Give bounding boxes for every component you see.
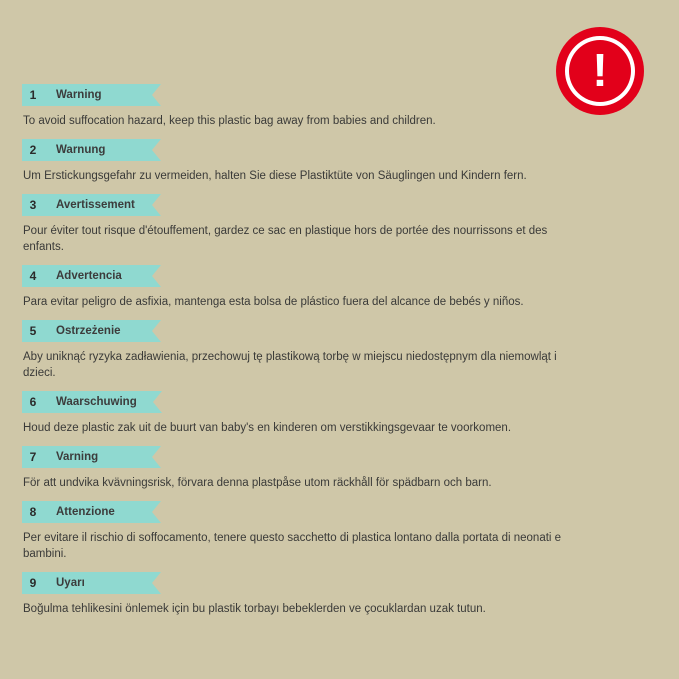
warning-number: 5 [22, 320, 44, 342]
warning-number: 6 [22, 391, 44, 413]
warning-number: 3 [22, 194, 44, 216]
warning-number: 1 [22, 84, 44, 106]
list-item [22, 265, 582, 310]
list-item [22, 572, 582, 617]
warning-header [22, 446, 582, 468]
warning-header [22, 572, 582, 594]
warning-title-banner: Ostrzeżenie [44, 320, 152, 342]
list-item [22, 320, 582, 381]
warning-title-banner: Varning [44, 446, 152, 468]
list-item [22, 194, 582, 255]
warning-text: Per evitare il rischio di soffocamento, tenere questo sacchetto di plastica lontano dalla portata di neonati e bambini. [23, 532, 562, 560]
warning-text: Aby uniknąć ryzyka zadławienia, przechowuj tę plastikową torbę w miejscu niedostępnym dla niemowląt i dzieci. [23, 351, 557, 379]
warning-header [22, 84, 582, 106]
warning-header [22, 194, 582, 216]
list-item [22, 501, 582, 562]
warning-header [22, 139, 582, 161]
warning-title-banner: Uyarı [44, 572, 152, 594]
warning-title-banner: Waarschuwing [44, 391, 153, 413]
list-item [22, 391, 582, 436]
warning-title-banner: Attenzione [44, 501, 152, 523]
list-item [22, 139, 582, 184]
list-item [22, 84, 582, 129]
warning-number: 9 [22, 572, 44, 594]
warning-text: Um Erstickungsgefahr zu vermeiden, halten Sie diese Plastiktüte von Säuglingen und Kindern fern. [23, 170, 527, 182]
warning-number: 4 [22, 265, 44, 287]
warning-number: 8 [22, 501, 44, 523]
warning-header [22, 320, 582, 342]
warning-number: 2 [22, 139, 44, 161]
warning-header [22, 501, 582, 523]
warning-text: För att undvika kvävningsrisk, förvara denna plastpåse utom räckhåll för spädbarn och barn. [23, 477, 492, 489]
warning-icon-exclamation-glyph: ! [592, 44, 608, 96]
warning-title-banner: Warning [44, 84, 152, 106]
warning-header [22, 391, 582, 413]
warning-list [22, 84, 582, 627]
warning-text: Pour éviter tout risque d'étouffement, gardez ce sac en plastique hors de portée des nourrissons et des enfants. [23, 225, 548, 253]
warning-title-banner: Avertissement [44, 194, 152, 216]
warning-number: 7 [22, 446, 44, 468]
warning-title-banner: Advertencia [44, 265, 152, 287]
warning-text: Boğulma tehlikesini önlemek için bu plastik torbayı bebeklerden ve çocuklardan uzak tutun. [23, 603, 486, 615]
warning-header [22, 265, 582, 287]
warning-text: Houd deze plastic zak uit de buurt van baby's en kinderen om verstikkingsgevaar te voorkomen. [23, 422, 512, 434]
warning-text: To avoid suffocation hazard, keep this plastic bag away from babies and children. [23, 115, 436, 127]
warning-text: Para evitar peligro de asfixia, mantenga esta bolsa de plástico fuera del alcance de bebés y niños. [23, 296, 524, 308]
warning-title-banner: Warnung [44, 139, 152, 161]
list-item [22, 446, 582, 491]
